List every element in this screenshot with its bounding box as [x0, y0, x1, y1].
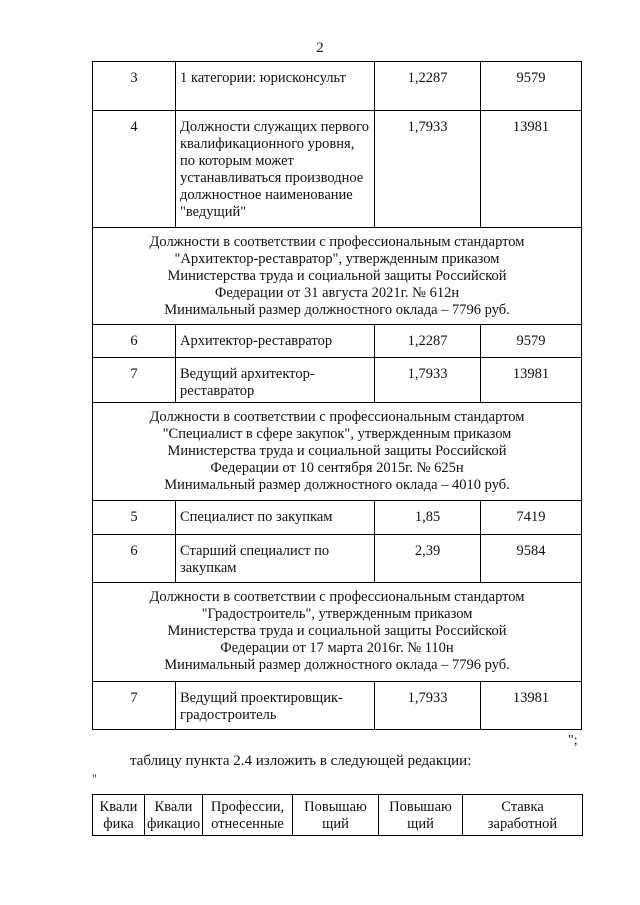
row-number-cell: 4 — [93, 111, 176, 228]
table-section-header-row — [93, 403, 582, 501]
section-header-line: Министерства труда и социальной защиты Российской — [167, 443, 507, 459]
coefficient-cell: 1,7933 — [375, 358, 481, 403]
section-header-line: Министерства труда и социальной защиты Российской — [167, 623, 507, 639]
header-cell-line: Ставка — [501, 799, 544, 815]
salary-cell: 13981 — [481, 682, 582, 730]
header-cell — [293, 795, 379, 836]
rates-table-header-row — [93, 795, 583, 836]
instruction-paragraph: таблицу пункта 2.4 изложить в следующей редакции: — [130, 753, 472, 769]
salary-cell: 13981 — [481, 111, 582, 228]
header-cell-line: щий — [407, 816, 434, 832]
row-number-cell: 6 — [93, 535, 176, 583]
row-number-cell: 5 — [93, 501, 176, 535]
header-cell-line: щий — [322, 816, 349, 832]
section-header-line: "Специалист в сфере закупок", утвержденным приказом — [162, 426, 512, 442]
table-row — [93, 62, 582, 111]
header-cell — [93, 795, 145, 836]
salary-cell: 9584 — [481, 535, 582, 583]
table-row — [93, 501, 582, 535]
position-name-cell: Специалист по закупкам — [176, 501, 375, 535]
position-name-cell: 1 категории: юрисконсульт — [176, 62, 375, 111]
salary-cell: 9579 — [481, 62, 582, 111]
position-name-cell: Старший специалист по закупкам — [176, 535, 375, 583]
position-name-cell: Архитектор-реставратор — [176, 325, 375, 358]
table-row — [93, 111, 582, 228]
closing-quote-mark: "; — [568, 733, 578, 748]
table-row — [93, 358, 582, 403]
salary-table-body — [93, 62, 582, 730]
section-header-line: Должности в соответствии с профессиональным стандартом — [149, 409, 525, 425]
rates-table-header — [92, 794, 583, 836]
coefficient-cell: 2,39 — [375, 535, 481, 583]
header-cell-line: отнесенные — [211, 816, 284, 832]
header-cell-line: Повышаю — [304, 799, 367, 815]
table-section-header-row — [93, 583, 582, 682]
section-header-line: "Градостроитель", утвержденным приказом — [201, 606, 473, 622]
opening-quote-mark: " — [92, 771, 97, 785]
salary-table — [92, 61, 582, 730]
header-cell-line: фика — [103, 816, 134, 832]
section-header-line: Минимальный размер должностного оклада – 7796 руб. — [164, 302, 510, 318]
section-header-line: Минимальный размер должностного оклада – 7796 руб. — [164, 657, 510, 673]
section-header-line: Должности в соответствии с профессиональным стандартом — [149, 234, 525, 250]
row-number-cell: 3 — [93, 62, 176, 111]
coefficient-cell: 1,85 — [375, 501, 481, 535]
salary-cell: 7419 — [481, 501, 582, 535]
header-cell — [379, 795, 463, 836]
header-cell-line: заработной — [487, 816, 558, 832]
section-header-line: Министерства труда и социальной защиты Российской — [167, 268, 507, 284]
section-header-line: Должности в соответствии с профессиональным стандартом — [149, 589, 525, 605]
table-section-header-row — [93, 228, 582, 325]
position-name-cell: Ведущий архитектор-реставратор — [176, 358, 375, 403]
row-number-cell: 7 — [93, 682, 176, 730]
salary-cell: 9579 — [481, 325, 582, 358]
header-cell — [463, 795, 583, 836]
header-cell-line: Профессии, — [210, 799, 285, 815]
section-header-line: Федерации от 17 марта 2016г. № 110н — [220, 640, 454, 656]
coefficient-cell: 1,2287 — [375, 62, 481, 111]
section-header-line: "Архитектор-реставратор", утвержденным приказом — [174, 251, 500, 267]
section-header-line: Минимальный размер должностного оклада – 4010 руб. — [164, 477, 510, 493]
header-cell — [145, 795, 203, 836]
row-number-cell: 6 — [93, 325, 176, 358]
coefficient-cell: 1,7933 — [375, 682, 481, 730]
position-name-cell: Должности служащих первого квалификационного уровня, по которым может устанавливаться производное должностное наименование "ведущий" — [176, 111, 375, 228]
section-header-cell — [93, 403, 582, 501]
table-row — [93, 535, 582, 583]
header-cell-line: Повышаю — [389, 799, 452, 815]
section-header-cell — [93, 228, 582, 325]
coefficient-cell: 1,7933 — [375, 111, 481, 228]
position-name-cell: Ведущий проектировщик-градостроитель — [176, 682, 375, 730]
section-header-cell — [93, 583, 582, 682]
table-row — [93, 682, 582, 730]
header-cell-line: фикацио — [147, 816, 201, 832]
coefficient-cell: 1,2287 — [375, 325, 481, 358]
section-header-line: Федерации от 10 сентября 2015г. № 625н — [210, 460, 464, 476]
header-cell-line: Квали — [154, 799, 193, 815]
header-cell — [203, 795, 293, 836]
section-header-line: Федерации от 31 августа 2021г. № 612н — [214, 285, 460, 301]
page-number: 2 — [316, 40, 324, 56]
salary-cell: 13981 — [481, 358, 582, 403]
row-number-cell: 7 — [93, 358, 176, 403]
header-cell-line: Квали — [99, 799, 138, 815]
table-row — [93, 325, 582, 358]
